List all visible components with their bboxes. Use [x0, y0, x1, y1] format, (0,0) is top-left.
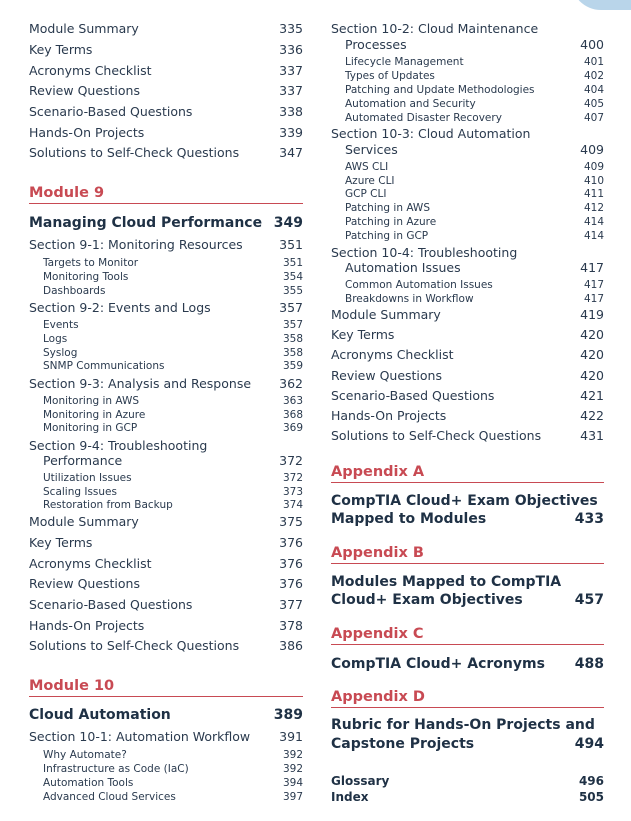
subsection-entry[interactable]: Advanced Cloud Services 397: [43, 790, 303, 803]
subsection-entry[interactable]: Targets to Monitor 351: [43, 256, 303, 269]
subsection-entry[interactable]: Automated Disaster Recovery 407: [345, 111, 604, 124]
toc-entry[interactable]: Module Summary 375: [29, 513, 303, 529]
subsection-entry[interactable]: Utilization Issues 372: [43, 471, 303, 484]
toc-entry[interactable]: Acronyms Checklist 420: [331, 346, 604, 362]
section-9-2[interactable]: Section 9-2: Events and Logs 357: [29, 299, 303, 315]
toc-entry[interactable]: Key Terms 420: [331, 326, 604, 342]
subsection-entry[interactable]: Patching in AWS 412: [345, 201, 604, 214]
section-10-3[interactable]: Section 10-3: Cloud Automation: [331, 125, 531, 141]
section-9-1[interactable]: Section 9-1: Monitoring Resources 351: [29, 236, 303, 252]
toc-entry[interactable]: Acronyms Checklist 337: [29, 62, 303, 78]
appendix-c-heading: Appendix C: [331, 624, 604, 645]
toc-entry[interactable]: Review Questions 376: [29, 575, 303, 591]
glossary-entry[interactable]: Glossary 496: [331, 774, 604, 788]
section-9-4-cont[interactable]: Performance 372: [43, 452, 303, 468]
toc-entry[interactable]: Key Terms 336: [29, 41, 303, 57]
appendix-d-title[interactable]: Rubric for Hands-On Projects and Capstone Projects 494: [331, 717, 604, 752]
subsection-entry[interactable]: Infrastructure as Code (IaC) 392: [43, 762, 303, 775]
subsection-entry[interactable]: Monitoring Tools 354: [43, 270, 303, 283]
toc-entry[interactable]: Solutions to Self-Check Questions 431: [331, 427, 604, 443]
appendix-c-title[interactable]: CompTIA Cloud+ Acronyms 488: [331, 656, 604, 672]
subsection-entry[interactable]: Patching in Azure 414: [345, 215, 604, 228]
subsection-entry[interactable]: Breakdowns in Workflow 417: [345, 292, 604, 305]
appendix-d-heading: Appendix D: [331, 687, 604, 708]
module-10-title[interactable]: Cloud Automation 389: [29, 707, 303, 723]
toc-entry[interactable]: Hands-On Projects 378: [29, 617, 303, 633]
section-9-3[interactable]: Section 9-3: Analysis and Response 362: [29, 375, 303, 391]
subsection-entry[interactable]: Dashboards 355: [43, 284, 303, 297]
subsection-entry[interactable]: Automation and Security 405: [345, 97, 604, 110]
module-9-title[interactable]: Managing Cloud Performance 349: [29, 215, 303, 231]
subsection-entry[interactable]: Monitoring in AWS 363: [43, 394, 303, 407]
appendix-a-title[interactable]: CompTIA Cloud+ Exam Objectives Mapped to Modules 433: [331, 493, 604, 527]
subsection-entry[interactable]: Azure CLI 410: [345, 174, 604, 187]
module-9-heading: Module 9: [29, 183, 303, 204]
subsection-entry[interactable]: Restoration from Backup 374: [43, 498, 303, 511]
subsection-entry[interactable]: Scaling Issues 373: [43, 485, 303, 498]
subsection-entry[interactable]: Monitoring in Azure 368: [43, 408, 303, 421]
toc-entry[interactable]: Hands-On Projects 422: [331, 407, 604, 423]
toc-entry[interactable]: Solutions to Self-Check Questions 386: [29, 637, 303, 653]
toc-entry[interactable]: Scenario-Based Questions 338: [29, 103, 303, 119]
index-entry[interactable]: Index 505: [331, 790, 604, 804]
subsection-entry[interactable]: Common Automation Issues 417: [345, 278, 604, 291]
toc-entry[interactable]: Module Summary 335: [29, 20, 303, 36]
subsection-entry[interactable]: SNMP Communications 359: [43, 359, 303, 372]
appendix-b-title[interactable]: Modules Mapped to CompTIA Cloud+ Exam Objectives 457: [331, 574, 604, 608]
subsection-entry[interactable]: Lifecycle Management 401: [345, 55, 604, 68]
toc-entry[interactable]: Review Questions 337: [29, 82, 303, 98]
corner-tab-decoration: [571, 0, 631, 10]
section-9-4[interactable]: Section 9-4: Troubleshooting: [29, 437, 208, 453]
toc-entry[interactable]: Solutions to Self-Check Questions 347: [29, 144, 303, 160]
module-10-heading: Module 10: [29, 676, 303, 697]
toc-entry[interactable]: Scenario-Based Questions 421: [331, 387, 604, 403]
section-10-4[interactable]: Section 10-4: Troubleshooting: [331, 244, 518, 260]
toc-entry[interactable]: Module Summary 419: [331, 306, 604, 322]
subsection-entry[interactable]: Patching and Update Methodologies 404: [345, 83, 604, 96]
subsection-entry[interactable]: Monitoring in GCP 369: [43, 421, 303, 434]
section-10-2-cont[interactable]: Processes 400: [345, 36, 604, 52]
section-10-2[interactable]: Section 10-2: Cloud Maintenance: [331, 20, 539, 36]
section-10-1[interactable]: Section 10-1: Automation Workflow 391: [29, 728, 303, 744]
section-10-4-cont[interactable]: Automation Issues 417: [345, 259, 604, 275]
toc-entry[interactable]: Scenario-Based Questions 377: [29, 596, 303, 612]
subsection-entry[interactable]: Events 357: [43, 318, 303, 331]
toc-entry[interactable]: Key Terms 376: [29, 534, 303, 550]
subsection-entry[interactable]: Syslog 358: [43, 346, 303, 359]
subsection-entry[interactable]: Logs 358: [43, 332, 303, 345]
toc-entry[interactable]: Review Questions 420: [331, 367, 604, 383]
appendix-b-heading: Appendix B: [331, 543, 604, 564]
toc-entry[interactable]: Acronyms Checklist 376: [29, 555, 303, 571]
subsection-entry[interactable]: Automation Tools 394: [43, 776, 303, 789]
subsection-entry[interactable]: AWS CLI 409: [345, 160, 604, 173]
subsection-entry[interactable]: GCP CLI 411: [345, 187, 604, 200]
section-10-3-cont[interactable]: Services 409: [345, 141, 604, 157]
toc-entry[interactable]: Hands-On Projects 339: [29, 124, 303, 140]
subsection-entry[interactable]: Why Automate? 392: [43, 748, 303, 761]
subsection-entry[interactable]: Types of Updates 402: [345, 69, 604, 82]
appendix-a-heading: Appendix A: [331, 462, 604, 483]
subsection-entry[interactable]: Patching in GCP 414: [345, 229, 604, 242]
